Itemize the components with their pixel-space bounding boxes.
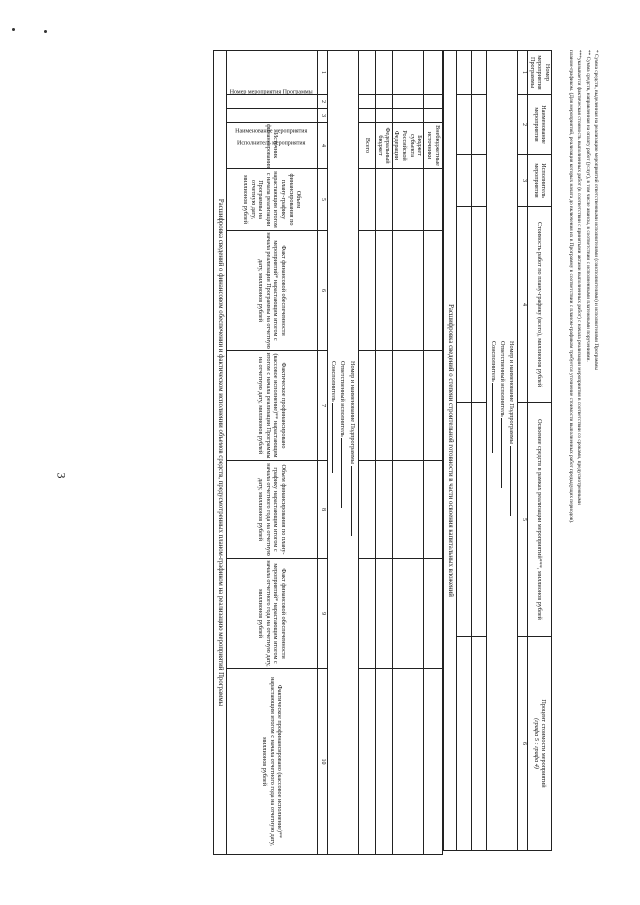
footnote-3: ***указывается фактическая стоимость выполненных работ (в соответствии с принятыми актами выполненных работ) с начала реализации мероприятия в соответствии со сроками, предусмотренными (576, 50, 583, 505)
capital-investment-table (443, 50, 552, 851)
t1-subprogram-line: Номер и наименование Подпрограммы (347, 361, 356, 853)
t2-coexecutor-line: Соисполнитель (488, 341, 497, 849)
financing-table (213, 50, 443, 855)
t2-header-development: Освоение средств в рамках реализации мероприятий***, миллионов рублей (528, 403, 552, 637)
t2-responsible-line: Ответственный исполнитель (498, 341, 507, 849)
t1-col-number: 3 (317, 109, 327, 123)
t2-col-number: 5 (518, 403, 528, 637)
t1-header-plan-total: Объем финансирования по плану-графику нарастающим итогом с начала реализации Программы на отчетную дату, миллионов рублей (226, 169, 317, 231)
t2-header-percent (528, 637, 552, 851)
t1-col-number: 10 (317, 669, 327, 855)
t1-col-number: 5 (317, 169, 327, 231)
t1-header-plan-year: Объем финансирования по плану-графику нарастающим итогом с начала отчетного года на отчетную дату, миллионов рублей (226, 461, 317, 559)
t2-subprogram-block (487, 51, 518, 851)
t2-empty-cell (472, 51, 487, 95)
tables-area (213, 50, 552, 850)
t1-header-cash-year: Фактическое профинансировано (кассовое исполнение)** нарастающим итогом с начала отчетного года на отчетную дату, миллионов рублей (226, 669, 317, 855)
t1-header-fact-total: Факт финансовой обеспеченности мероприятий* нарастающим итогом с начала реализации Программы на отчетную дату, миллионов рублей (226, 231, 317, 351)
t2-header-number: Номер мероприятия Программы (528, 51, 552, 95)
t1-responsible-line: Ответственный исполнитель (338, 361, 347, 853)
t2-col-number: 1 (518, 51, 528, 95)
t2-subprogram-line: Номер и наименование Подпрограммы (507, 341, 516, 849)
rotated-document (40, 50, 600, 850)
footnote-4: планом-графиком. (Для мероприятий, реализация которых начата до включения их в Программу в соответствии с планом-графиком требуется уточнение стоимости выполненных работ предыдущих периодов). (567, 50, 574, 524)
footnote-1: * Сумма средств, выделенная на реализацию мероприятий ответственными исполнителями (соисполнителями) и исполнителями Программы (593, 50, 599, 370)
t1-header-number: Номер мероприятия Программы (226, 51, 317, 95)
t1-coexecutor-line: Соисполнитель (329, 361, 338, 853)
t1-caption: Расшифровка сведений о финансовом обеспечении и фактическом исполнении объемов средств, предусмотренных планом-графиком на реализацию мероприятий Программы (213, 51, 226, 855)
t1-header-source: Источник финансирования (226, 123, 317, 169)
t1-header-name: Наименование мероприятия (226, 95, 317, 109)
t1-col-number: 9 (317, 559, 327, 669)
footnote-2: ** Сумма средств, направленная на оплату работ (услуг), в том числе авансы, в соответствии с исполненными платежными поручениями. (584, 50, 591, 362)
t2-header-percent-note: (графа 5 : графа 4) (532, 718, 540, 769)
t1-col-number: 4 (317, 123, 327, 169)
t1-source-other: Внебюджетные источники (424, 123, 443, 169)
t2-col-number: 6 (518, 637, 528, 851)
t2-col-number: 4 (518, 207, 528, 403)
t1-empty-cell (375, 51, 392, 95)
page-number: 3 (54, 472, 69, 479)
t1-col-number: 1 (317, 51, 327, 95)
t1-subprogram-block (327, 51, 358, 855)
t2-header-name: Наименование мероприятия (528, 95, 552, 155)
t1-col-number: 8 (317, 461, 327, 559)
t2-col-number: 3 (518, 155, 528, 207)
t1-header-cash-total: Фактическое профинансировано (кассовое исполнение)** нарастающим итогом с начала реализации Программы на отчетную дату, миллионов рублей (226, 351, 317, 461)
t2-header-executor: Исполнитель мероприятия (528, 155, 552, 207)
t2-caption: Расшифровка сведений о степени строительной готовности в части освоения капитальных вложений (444, 51, 457, 851)
t1-header-executor: Исполнитель мероприятия (226, 109, 317, 123)
t1-source-total: Всего (358, 123, 375, 169)
t1-col-number: 2 (317, 95, 327, 109)
t2-empty-cell (457, 51, 472, 95)
t2-col-number: 2 (518, 95, 528, 155)
t1-source-regional: Бюджет субъекта Российской Федерации (392, 123, 423, 169)
t2-header-cost: Стоимость работ по плану-графику (всего), миллионов рублей (528, 207, 552, 403)
t1-col-number: 6 (317, 231, 327, 351)
t1-header-fact-year: Факт финансовой обеспеченности мероприятий* нарастающим итогом с начала отчетного года на отчетную дату, миллионов рублей (226, 559, 317, 669)
t1-col-number: 7 (317, 351, 327, 461)
footnotes (566, 50, 600, 850)
t1-source-federal: Федеральный бюджет (375, 123, 392, 169)
t2-header-percent-label: Процент стоимости мероприятий (540, 699, 548, 788)
t1-empty-cell (358, 51, 375, 95)
t1-empty-cell (424, 51, 443, 95)
t1-empty-cell (392, 51, 423, 95)
